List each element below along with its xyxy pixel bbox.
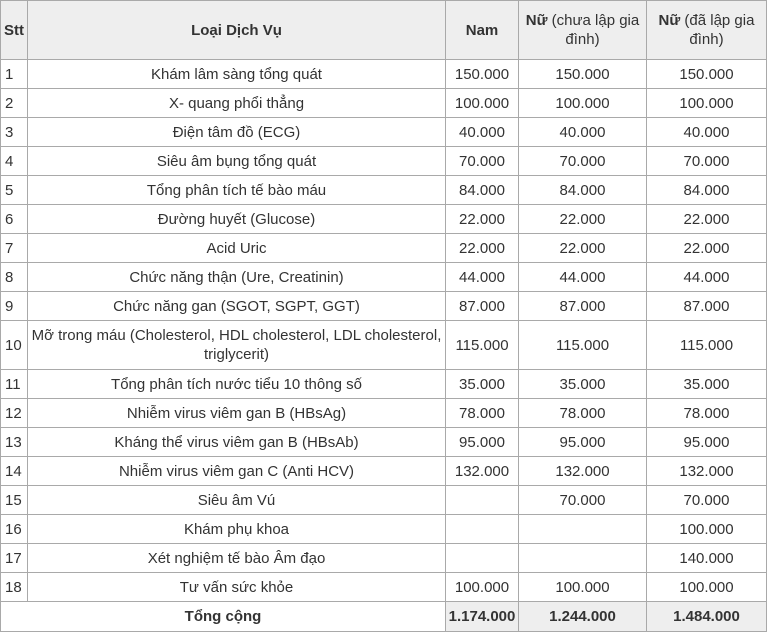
row-female-married: 44.000 <box>647 263 767 292</box>
header-female-married-rest: (đã lập gia đình) <box>680 12 755 48</box>
row-female-single: 150.000 <box>519 60 647 89</box>
row-male: 100.000 <box>446 89 519 118</box>
row-service: Xét nghiệm tế bào Âm đạo <box>28 544 446 573</box>
row-stt: 15 <box>1 486 28 515</box>
row-female-single: 84.000 <box>519 176 647 205</box>
header-female-single-bold: Nữ <box>525 12 548 29</box>
table-row <box>1 118 767 147</box>
row-male: 95.000 <box>446 428 519 457</box>
row-female-married: 35.000 <box>647 370 767 399</box>
row-female-married: 115.000 <box>647 321 767 370</box>
total-label: Tổng cộng <box>1 602 446 632</box>
row-stt: 8 <box>1 263 28 292</box>
total-female-married: 1.484.000 <box>647 602 767 632</box>
header-female-married <box>647 1 767 60</box>
row-female-married: 100.000 <box>647 515 767 544</box>
row-service: Tư vấn sức khỏe <box>28 573 446 602</box>
row-service: Siêu âm Vú <box>28 486 446 515</box>
row-service: Điện tâm đồ (ECG) <box>28 118 446 147</box>
row-stt: 16 <box>1 515 28 544</box>
header-stt: Stt <box>1 1 28 60</box>
row-female-married: 95.000 <box>647 428 767 457</box>
row-service: Mỡ trong máu (Cholesterol, HDL cholesterol, LDL cholesterol, triglycerit) <box>28 321 446 370</box>
row-female-single: 22.000 <box>519 234 647 263</box>
total-female-single: 1.244.000 <box>519 602 647 632</box>
row-female-married: 22.000 <box>647 234 767 263</box>
table-row <box>1 89 767 118</box>
row-male: 35.000 <box>446 370 519 399</box>
row-stt: 17 <box>1 544 28 573</box>
row-female-single: 115.000 <box>519 321 647 370</box>
row-male: 22.000 <box>446 205 519 234</box>
table-row <box>1 234 767 263</box>
row-female-married: 78.000 <box>647 399 767 428</box>
row-stt: 11 <box>1 370 28 399</box>
row-service: Nhiễm virus viêm gan C (Anti HCV) <box>28 457 446 486</box>
table-row <box>1 486 767 515</box>
table-row <box>1 60 767 89</box>
header-female-single-rest: (chưa lập gia đình) <box>547 12 640 48</box>
row-female-single: 95.000 <box>519 428 647 457</box>
row-male: 22.000 <box>446 234 519 263</box>
row-service: Kháng thể virus viêm gan B (HBsAb) <box>28 428 446 457</box>
table-body <box>1 60 767 602</box>
table-row <box>1 292 767 321</box>
row-stt: 5 <box>1 176 28 205</box>
table-row <box>1 147 767 176</box>
row-female-married: 87.000 <box>647 292 767 321</box>
row-female-single <box>519 515 647 544</box>
row-female-married: 70.000 <box>647 147 767 176</box>
row-male <box>446 544 519 573</box>
table-row <box>1 399 767 428</box>
row-service: Tổng phân tích tế bào máu <box>28 176 446 205</box>
row-male: 40.000 <box>446 118 519 147</box>
row-female-married: 40.000 <box>647 118 767 147</box>
row-stt: 6 <box>1 205 28 234</box>
table-row <box>1 573 767 602</box>
row-male: 100.000 <box>446 573 519 602</box>
table-row <box>1 544 767 573</box>
row-female-married: 84.000 <box>647 176 767 205</box>
table-row <box>1 428 767 457</box>
row-stt: 1 <box>1 60 28 89</box>
row-female-married: 140.000 <box>647 544 767 573</box>
total-row <box>1 602 767 632</box>
row-male: 78.000 <box>446 399 519 428</box>
row-stt: 7 <box>1 234 28 263</box>
row-service: Khám lâm sàng tổng quát <box>28 60 446 89</box>
row-female-single: 87.000 <box>519 292 647 321</box>
table-row <box>1 370 767 399</box>
row-service: Siêu âm bụng tổng quát <box>28 147 446 176</box>
table-row <box>1 457 767 486</box>
row-female-single: 70.000 <box>519 147 647 176</box>
row-female-single: 78.000 <box>519 399 647 428</box>
header-female-single <box>519 1 647 60</box>
row-male: 70.000 <box>446 147 519 176</box>
row-service: Nhiễm virus viêm gan B (HBsAg) <box>28 399 446 428</box>
header-female-married-bold: Nữ <box>658 12 681 29</box>
table-row <box>1 205 767 234</box>
row-stt: 3 <box>1 118 28 147</box>
row-male: 84.000 <box>446 176 519 205</box>
row-female-single: 40.000 <box>519 118 647 147</box>
row-stt: 12 <box>1 399 28 428</box>
row-male <box>446 515 519 544</box>
row-male: 150.000 <box>446 60 519 89</box>
row-female-single: 35.000 <box>519 370 647 399</box>
row-female-single: 70.000 <box>519 486 647 515</box>
row-stt: 13 <box>1 428 28 457</box>
row-female-married: 150.000 <box>647 60 767 89</box>
row-stt: 18 <box>1 573 28 602</box>
row-female-married: 22.000 <box>647 205 767 234</box>
table-row <box>1 515 767 544</box>
row-stt: 10 <box>1 321 28 370</box>
table-row <box>1 176 767 205</box>
header-male: Nam <box>446 1 519 60</box>
row-service: Chức năng gan (SGOT, SGPT, GGT) <box>28 292 446 321</box>
row-service: Chức năng thận (Ure, Creatinin) <box>28 263 446 292</box>
header-row <box>1 1 767 60</box>
row-stt: 14 <box>1 457 28 486</box>
row-male: 87.000 <box>446 292 519 321</box>
row-male <box>446 486 519 515</box>
total-male: 1.174.000 <box>446 602 519 632</box>
row-female-single: 100.000 <box>519 573 647 602</box>
row-female-married: 100.000 <box>647 573 767 602</box>
row-stt: 4 <box>1 147 28 176</box>
row-female-single: 22.000 <box>519 205 647 234</box>
row-service: Tổng phân tích nước tiểu 10 thông số <box>28 370 446 399</box>
row-male: 115.000 <box>446 321 519 370</box>
row-female-single: 132.000 <box>519 457 647 486</box>
row-stt: 2 <box>1 89 28 118</box>
table-row <box>1 263 767 292</box>
row-female-married: 132.000 <box>647 457 767 486</box>
row-service: Acid Uric <box>28 234 446 263</box>
row-stt: 9 <box>1 292 28 321</box>
table-row <box>1 321 767 370</box>
row-male: 44.000 <box>446 263 519 292</box>
row-service: X- quang phổi thẳng <box>28 89 446 118</box>
row-male: 132.000 <box>446 457 519 486</box>
row-female-single: 44.000 <box>519 263 647 292</box>
row-service: Khám phụ khoa <box>28 515 446 544</box>
row-service: Đường huyết (Glucose) <box>28 205 446 234</box>
row-female-married: 100.000 <box>647 89 767 118</box>
row-female-single <box>519 544 647 573</box>
header-service: Loại Dịch Vụ <box>28 1 446 60</box>
row-female-single: 100.000 <box>519 89 647 118</box>
row-female-married: 70.000 <box>647 486 767 515</box>
